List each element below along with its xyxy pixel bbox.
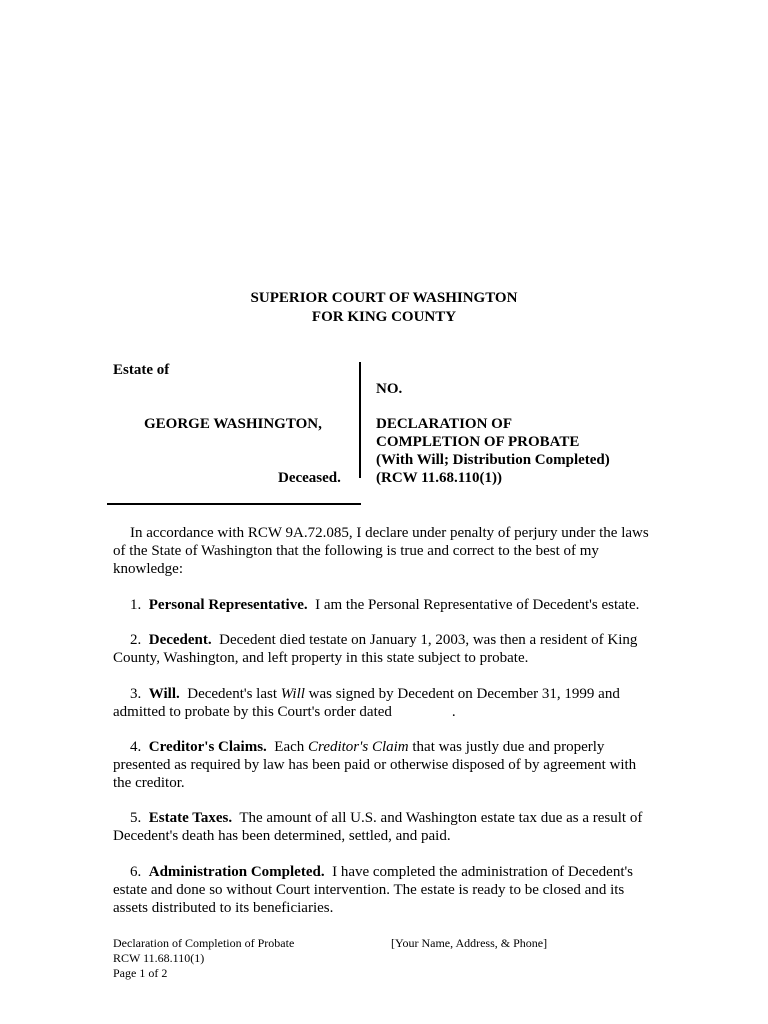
document-title-line-4: (RCW 11.68.110(1)) bbox=[376, 470, 502, 486]
paragraph-personal-representative: 1. Personal Representative. I am the Personal Representative of Decedent's estate. bbox=[130, 597, 640, 613]
court-name: SUPERIOR COURT OF WASHINGTON bbox=[250, 290, 518, 306]
deceased-label: Deceased. bbox=[278, 470, 341, 486]
paragraph-estate-taxes: 5. Estate Taxes. The amount of all U.S. and Washington estate tax due as a result of Decedent's death has been determined, settled, and paid. bbox=[113, 810, 643, 844]
footer-contact-placeholder: [Your Name, Address, & Phone] bbox=[391, 936, 548, 950]
document-title-line-3: (With Will; Distribution Completed) bbox=[376, 452, 610, 468]
intro-paragraph: In accordance with RCW 9A.72.085, I declare under penalty of perjury under the laws of the State of Washington that the following is true and correct to the best of my knowledge: bbox=[113, 525, 649, 577]
paragraph-administration-completed: 6. Administration Completed. I have completed the administration of Decedent's estate and done so without Court intervention. The estate is ready to be closed and its assets distributed to its beneficiaries. bbox=[113, 864, 634, 916]
caption-horizontal-rule bbox=[107, 503, 361, 505]
paragraph-decedent: 2. Decedent. Decedent died testate on January 1, 2003, was then a resident of King County, Washington, and left property in this state subject to probate. bbox=[113, 632, 638, 666]
document-title-line-1: DECLARATION OF bbox=[376, 416, 512, 432]
paragraph-will: 3. Will. Decedent's last Will was signed by Decedent on December 31, 1999 and admitted to probate by this Court's order dated . bbox=[113, 686, 620, 720]
footer-statute: RCW 11.68.110(1) bbox=[113, 951, 205, 965]
caption-vertical-rule bbox=[359, 362, 361, 478]
footer-page-number: Page 1 of 2 bbox=[113, 966, 168, 980]
case-number-label: NO. bbox=[376, 381, 403, 397]
paragraph-creditors-claims: 4. Creditor's Claims. Each Creditor's Claim that was justly due and properly presented as required by law has been paid or otherwise disposed of by agreement with the creditor. bbox=[113, 739, 637, 791]
court-county: FOR KING COUNTY bbox=[311, 309, 457, 325]
estate-of-label: Estate of bbox=[113, 362, 170, 378]
document-title-line-2: COMPLETION OF PROBATE bbox=[376, 434, 580, 450]
footer-document-title: Declaration of Completion of Probate bbox=[113, 936, 295, 950]
decedent-name: GEORGE WASHINGTON, bbox=[144, 416, 322, 432]
